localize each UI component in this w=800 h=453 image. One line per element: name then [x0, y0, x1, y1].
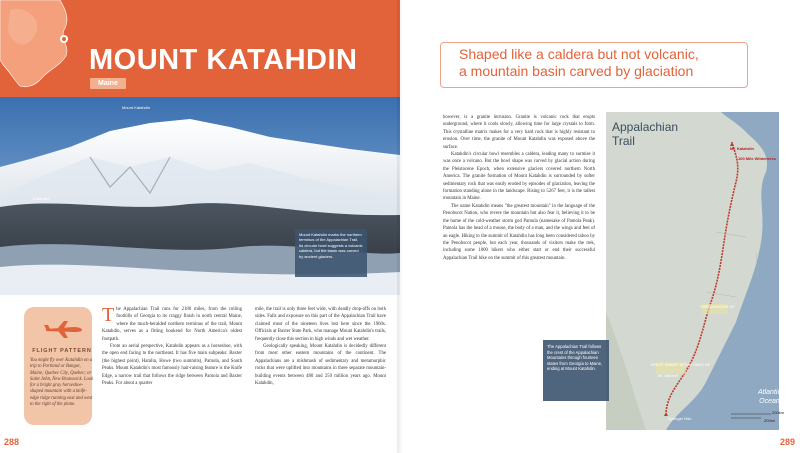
state-tag: Maine: [90, 78, 126, 89]
paragraph: From an aerial perspective, Katahdin appears as a horseshoe, with the open end facing to the northeast. It has five main subpeaks: Baxter (the highest point), Hamlin, Howe (two summits), Pamola, and South Peaks. Mount Katahdin's most famously hair-raising feature is the Knife Edge, a narrow trail that follows the ridge between Pamola and Baxter Peaks. For about a quarter: [102, 344, 242, 387]
body-column-2: [255, 306, 386, 387]
sidebar-heading: FLIGHT PATTERN: [32, 348, 92, 354]
sidebar-text: You might fly over Katahdin on a trip to Portland or Bangor, Maine; Quebec City, Quebec; or Saint John, New Brunswick. Look for a bright gray horseshoe-shaped mountain with a knife-edge ridge running east and west to the right of the plane.: [30, 358, 94, 408]
photo-caption: Mount Katahdin marks the northern terminus of the Appalachian Trail. Its circular bowl suggests a volcanic caldera, but the basin was carved by ancient glaciers.: [295, 229, 367, 277]
map-scale-km: 200km: [772, 410, 785, 415]
photo-label-mount-katahdin: Mount Katahdin: [122, 105, 151, 110]
map-label-100-mile-wilderness: 100 Mile Wilderness: [738, 156, 776, 161]
map-title: [612, 120, 678, 148]
paragraph: Geologically speaking, Mount Katahdin is decidedly different from most other eastern mountains of the continent. The Appalachians are a mishmash of sedimentary and metamorphic rocks that were uplifted into mountains in three separate mountain-building events between 480 and 250 million years ago. Mount Katahdin,: [255, 344, 386, 387]
body-column-3: [443, 114, 595, 262]
map-scale-mi: 200mi: [764, 418, 775, 423]
map-label-springer-mtn: Springer Mtn.: [668, 416, 693, 421]
map-caption: The Appalachian Trail follows the crest of the Appalachian Mountains through fourteen states from Georgia to Maine, ending at Mount Katahdin.: [543, 340, 609, 401]
right-page: [400, 0, 800, 453]
drop-cap: T: [102, 304, 115, 326]
ocean-label-line: Ocean: [759, 398, 780, 405]
chapter-title: MOUNT KATAHDIN: [89, 44, 358, 76]
map-label-shenandoah: SHENANDOAH NP: [700, 304, 735, 309]
map-label-mt-mitchell: Mt. Mitchell: [658, 373, 679, 378]
body-column-1: [102, 306, 242, 387]
paragraph: mile, the trail is only three feet wide, with deadly drop-offs on both sides. Falls and exposure on this part of the Appalachian Trail have claimed most of the nineteen lives lost here since the 1960s. Officials at Baxter State Park, who manage Mount Katahdin's trails, frequently close this section in high winds and wet weather.: [255, 307, 386, 342]
map-title-line: Appalachian: [612, 120, 679, 134]
photo-label-katahdin: Katahdin: [33, 196, 49, 201]
airplane-icon: [44, 319, 84, 339]
book-gutter: [397, 0, 403, 453]
paragraph: Katahdin's circular bowl resembles a caldera, leading many to surmise it was once a volcano. But the bowl shape was carved by glacial action during the Pleistocene Epoch, when extensive glaciers covered northern North America. The granite formation of Mount Katahdin is surrounded by softer sedimentary rock that was easily eroded by episodes of glaciation, leaving the formation standing alone in the landscape. Rising to 5267 feet, it is the tallest mountain in Maine.: [443, 152, 595, 202]
paragraph: he Appalachian Trail runs for 2180 miles, from the rolling foothills of Georgia to its craggy finish in north central Maine, where the much-heralded northern terminus of the trail, Mount Katahdin, serves as a fitting bookend for North America's oldest footpath.: [102, 307, 242, 342]
map-label-great-smoky: GREAT SMOKY MOUNTAINS NP: [650, 362, 711, 367]
page-number: 289: [780, 437, 796, 447]
ocean-label: [758, 388, 781, 406]
map-title-line: Trail: [612, 134, 635, 148]
north-america-locator-map: [0, 0, 78, 90]
paragraph: however, is a granite intrusion. Granite is volcanic rock that erupts underground, where it cools slowly, allowing time for large crystals to form. This crystalline matrix makes for a very hard rock that is highly resistant to erosion. Over time, the granite of Mount Katahdin was exposed above the surface.: [443, 115, 595, 150]
map-label-mt-katahdin: Mt. Katahdin: [730, 146, 754, 151]
paragraph: The name Katahdin means "the greatest mountain" in the language of the Penobscot Nation, who revere the mountain but also fear it, believing it to be the home of the cold-weather storm god Pamola (namesake of Pamola Peak). Pamola has the head of a moose, the body of a man, and the wings and feet of an eagle. Hiking to the summit of Katahdin has long been considered taboo by the Penobscot people, but each year, thousands of visitors make the trek, including some 1000 hikers who either start or end their successful Appalachian Trail hike on the summit of this greatest mountain.: [443, 203, 595, 261]
pull-quote: Shaped like a caldera but not volcanic, a mountain basin carved by glaciation: [459, 46, 699, 79]
ocean-label-line: Atlantic: [758, 389, 781, 396]
page-number: 288: [4, 437, 20, 447]
